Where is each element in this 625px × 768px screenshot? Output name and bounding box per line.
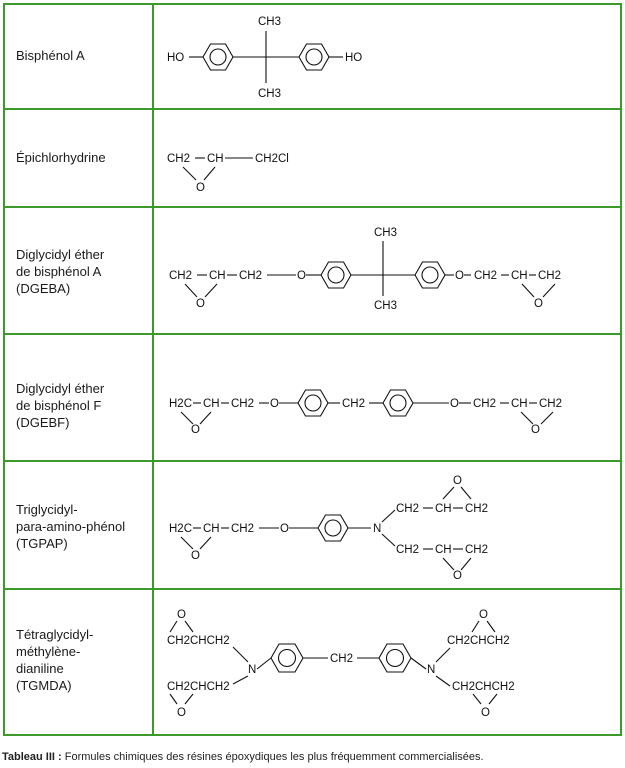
- benzene-ring: [203, 44, 233, 70]
- compound-name-line: Tétraglycidyl-: [16, 627, 94, 642]
- formula-text: N: [427, 664, 436, 676]
- compound-name-dgebf: [16, 380, 104, 431]
- compound-name-line: méthylène-: [16, 644, 81, 659]
- formula-text: O: [280, 523, 289, 535]
- formula-text: O: [453, 475, 462, 487]
- formula-text: CH: [209, 270, 226, 282]
- compound-name-line: (TGMDA): [16, 678, 72, 693]
- formula-text: CH3: [258, 88, 282, 100]
- formula-text: O: [450, 398, 459, 410]
- formula-text: CH: [511, 398, 528, 410]
- caption-text: Formules chimiques des résines époxydiques les plus fréquemment commercialisées.: [61, 751, 484, 763]
- formula-text: CH3: [374, 227, 398, 239]
- compound-name-line: (DGEBF): [16, 415, 70, 430]
- formula-text: CH: [207, 153, 224, 165]
- compound-name-line: (TGPAP): [16, 536, 68, 551]
- formula-text: O: [191, 424, 200, 436]
- formula-text: O: [177, 609, 186, 621]
- formula-text: CH: [203, 398, 220, 410]
- structural-formula-dgeba: [153, 208, 613, 333]
- formula-text: O: [531, 424, 540, 436]
- formula-text: CH: [435, 503, 452, 515]
- caption-label: Tableau III :: [2, 751, 62, 763]
- formula-text: O: [297, 270, 306, 282]
- formula-text: CH2CHCH2: [167, 635, 230, 647]
- formula-text: CH2CHCH2: [167, 681, 230, 693]
- compound-name-tgmda: [16, 626, 93, 694]
- compound-name-line: de bisphénol F: [16, 398, 102, 413]
- formula-text: CH2: [539, 398, 563, 410]
- structural-formula-tgmda: [153, 590, 613, 734]
- formula-text: CH2: [231, 523, 255, 535]
- formula-text: CH2: [231, 398, 255, 410]
- table-border-left: [3, 3, 5, 736]
- benzene-ring: [415, 262, 445, 288]
- formula-text: CH3: [374, 300, 398, 312]
- formula-text: CH2: [396, 544, 420, 556]
- compound-name-line: Diglycidyl éther: [16, 381, 105, 396]
- compound-name-line: dianiline: [16, 661, 64, 676]
- formula-text: CH2: [465, 503, 489, 515]
- formula-text: O: [455, 270, 464, 282]
- structural-formula-bisphenol-a: [153, 8, 613, 108]
- structural-formula-tgpap: [153, 462, 613, 588]
- structural-formula-dgebf: [153, 335, 613, 460]
- compound-name-line: Épichlorhydrine: [16, 150, 106, 165]
- formula-text: O: [196, 182, 205, 194]
- formula-text: N: [248, 664, 257, 676]
- formula-text: N: [373, 523, 382, 535]
- compound-name-line: para-amino-phénol: [16, 519, 126, 534]
- compound-name-epichlorhydrine: [16, 149, 106, 166]
- formula-text: O: [479, 609, 488, 621]
- formula-text: O: [534, 298, 543, 310]
- formula-text: CH2: [342, 398, 366, 410]
- table-border-bottom: [3, 734, 622, 736]
- table-caption: [2, 751, 484, 763]
- benzene-ring: [379, 644, 411, 672]
- formula-text: H2C: [169, 398, 193, 410]
- formula-text: CH2: [169, 270, 193, 282]
- formula-text: O: [481, 707, 490, 719]
- formula-text: O: [177, 707, 186, 719]
- compound-name-tgpap: [16, 501, 125, 552]
- formula-text: O: [191, 550, 200, 562]
- formula-text: CH: [435, 544, 452, 556]
- compound-name-line: Triglycidyl-: [16, 502, 78, 517]
- formula-text: CH2: [538, 270, 562, 282]
- table-border-top: [3, 3, 622, 5]
- formula-text: CH2CHCH2: [447, 635, 510, 647]
- formula-text: CH2CHCH2: [452, 681, 515, 693]
- compound-name-bisphenol-a: [16, 47, 85, 64]
- formula-text: CH2: [473, 398, 497, 410]
- formula-text: CH2: [330, 653, 354, 665]
- formula-text: O: [453, 570, 462, 582]
- formula-text: CH3: [258, 16, 282, 28]
- formula-text: CH: [511, 270, 528, 282]
- formula-text: CH2Cl: [255, 153, 289, 165]
- table-border-right: [620, 3, 622, 736]
- benzene-ring: [271, 644, 303, 672]
- compound-name-line: Bisphénol A: [16, 48, 85, 63]
- benzene-ring: [383, 390, 413, 416]
- compound-name-line: de bisphénol A: [16, 264, 102, 279]
- compound-name-line: (DGEBA): [16, 281, 71, 296]
- benzene-ring: [318, 515, 348, 541]
- compound-name-dgeba: [16, 246, 104, 297]
- formula-text: CH2: [465, 544, 489, 556]
- formula-text: O: [270, 398, 279, 410]
- structural-formula-epichlorhydrine: [153, 110, 613, 206]
- formula-text: CH: [203, 523, 220, 535]
- formula-text: HO: [345, 52, 363, 64]
- formula-text: CH2: [396, 503, 420, 515]
- formula-text: CH2: [167, 153, 191, 165]
- benzene-ring: [299, 44, 329, 70]
- formula-text: CH2: [474, 270, 498, 282]
- formula-text: O: [196, 298, 205, 310]
- formula-text: HO: [167, 52, 185, 64]
- benzene-ring: [321, 262, 351, 288]
- formula-text: H2C: [169, 523, 193, 535]
- compound-name-line: Diglycidyl éther: [16, 247, 105, 262]
- benzene-ring: [298, 390, 328, 416]
- formula-text: CH2: [239, 270, 263, 282]
